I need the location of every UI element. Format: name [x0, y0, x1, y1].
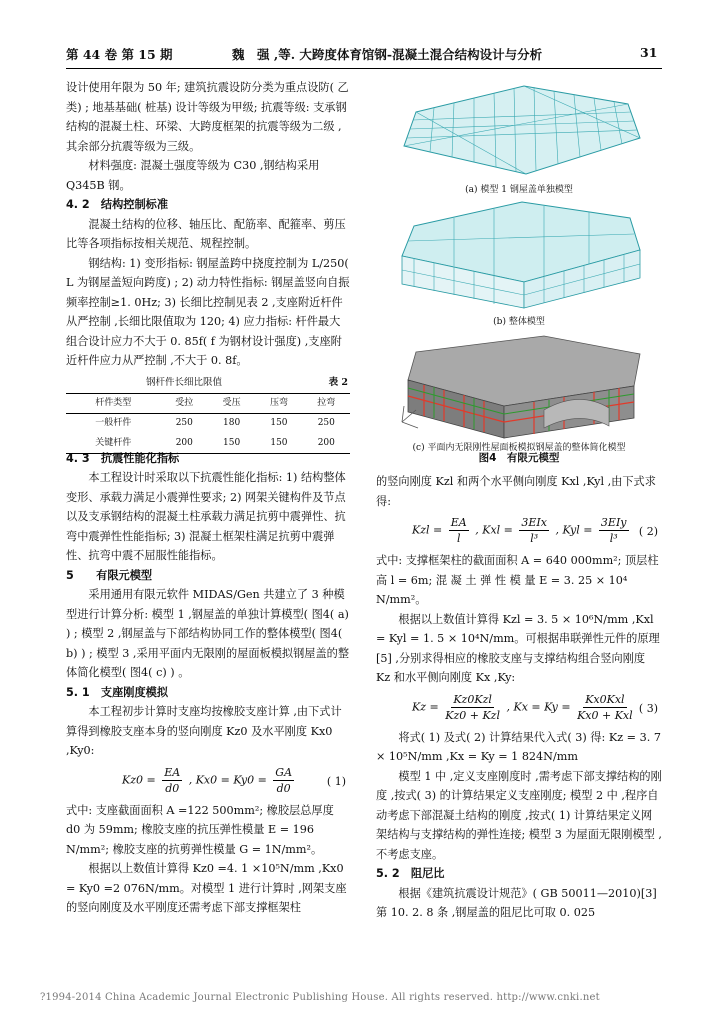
table-cell: 一般杆件 — [95, 418, 132, 428]
paragraph: 式中: 支撑框架柱的截面面积 A = 640 000mm²; 顶层柱高 l = 6m; 混 凝 土 弹 性 模 量 E = 3. 25 × 10⁴ N/mm²。 — [376, 554, 659, 606]
caption-b: (b) 整体模型 — [493, 317, 545, 327]
section-heading: 5 有限元模型 — [66, 568, 153, 582]
equation-number: ( 3) — [638, 701, 658, 715]
section-heading: 5. 2 阻尼比 — [376, 867, 445, 880]
equation-number: ( 2) — [638, 525, 658, 538]
paragraph: 本工程初步计算时支座均按橡胶支座计算 ,由下式计算得到橡胶支座本身的竖向刚度 Kz0 及水平刚度 Kx0 ,Ky0: — [66, 705, 342, 757]
eq-lhs: , Kx0 = Ky0 = — [188, 773, 267, 786]
equation-3 — [376, 688, 662, 728]
table-cell: 150 — [270, 418, 288, 428]
paragraph: 钢结构: 1) 变形指标: 钢屋盖跨中挠度控制为 L/250( L 为钢屋盖短向跨度) ; 2) 动力特性指标: 钢屋盖竖向自振频率控制≥1. 0Hz; 3) 长细比控制见表 2 ,支座附近杆件从严控制 ,长细比限值取为 120; 4) 应力指标: 杆件最大组合设计应力不大于 0. 85f( f 为钢材设计强度) ,支座附近杆件应力从严控制 ,不大于 0. 8f。 — [66, 256, 350, 367]
table-label: 表 2 — [328, 376, 348, 388]
table-cell: 180 — [223, 418, 241, 428]
fraction: $\frac{GA}{d0}$ — [275, 765, 293, 795]
eq-lhs: , Kxl = — [475, 523, 513, 537]
model-2-overall-image — [394, 196, 644, 310]
table-header: 受拉 — [161, 393, 208, 414]
eq-lhs: Kzl = — [412, 523, 443, 537]
slenderness-table — [66, 393, 350, 455]
paragraph: 根据《建筑抗震设计规范》( GB 50011—2010)[3] 第 10. 2. 8 条 ,钢屋盖的阻尼比可取 0. 025 — [376, 886, 657, 919]
fraction: $\frac{EA}{l}$ — [450, 516, 467, 545]
paragraph: 本工程设计时采取以下抗震性能化指标: 1) 结构整体变形、承载力满足小震弹性要求; 2) 网架关键构件及节点以及支承钢结构的混凝土柱承载力满足抗剪中震弹性、抗弯中震弹性性能指标; 3) 混凝土框架柱满足抗剪中震弹性、抗弯中震不屈服性能指标。 — [66, 471, 346, 562]
copyright-footer: ?1994-2014 China Academic Journal Electronic Publishing House. All rights reserved. http://www.cnki.net — [40, 992, 600, 1003]
paragraph: 模型 1 中 ,定义支座刚度时 ,需考虑下部支撑结构的刚度 ,按式( 3) 的计算结果定义支座刚度; 模型 2 中 ,程序自动考虑下部混凝土结构的刚度 ,按式( 1) 计算结果定义网架结构与支撑结构的弹性连接; 模型 3 为屋面无限刚模型 ,不考虑支座。 — [376, 769, 662, 861]
fraction: $\frac{EA}{d0}$ — [164, 765, 181, 795]
paragraph: 设计使用年限为 50 年; 建筑抗震设防分类为重点设防( 乙类) ; 地基基础( 桩基) 设计等级为甲级; 抗震等级: 支承钢结构的混凝土柱、环梁、大跨度框架的抗震等级为二级 ,其余部分抗震等级为三级。 — [66, 81, 349, 153]
paragraph: 材料强度: 混凝土强度等级为 C30 ,钢结构采用 Q345B 钢。 — [66, 159, 320, 192]
paragraph: 将式( 1) 及式( 2) 计算结果代入式( 3) 得: Kz = 3. 7 × 10⁵N/mm ,Kx = Ky = 1 824N/mm — [376, 730, 661, 763]
paragraph: 混凝土结构的位移、轴压比、配筋率、配箍率、剪压比等各项指标按相关规范、规程控制。 — [66, 217, 346, 250]
right-column — [376, 472, 662, 923]
section-heading: 5. 1 支座刚度模拟 — [66, 685, 169, 699]
table-header: 杆件类型 — [66, 393, 161, 414]
eq-lhs: , Kx = Ky = — [506, 700, 571, 713]
table-cell: 关键杆件 — [66, 434, 161, 454]
section-heading: 4. 3 抗震性能化指标 — [66, 451, 180, 465]
paragraph: 根据以上数值计算得 Kzl = 3. 5 × 10⁶N/mm ,Kxl = Kyl = 1. 5 × 10⁴N/mm。可根据串联弹性元件的原理[5] ,分别求得相应的橡胶支座与支撑结构组合竖向刚度 Kz 和水平侧向刚度 Kx ,Ky: — [376, 612, 660, 684]
figure-title: 图4 有限元模型 — [478, 452, 560, 464]
table-cell: 200 — [303, 434, 350, 454]
caption-a: (a) 模型 1 钢屋盖单独模型 — [465, 185, 573, 195]
eq-lhs: Kz0 = — [122, 773, 156, 786]
equation-1 — [66, 761, 350, 801]
paragraph: 的竖向刚度 Kzl 和两个水平侧向刚度 Kxl ,Kyl ,由下式求得: — [376, 475, 656, 508]
model-1-roof-image — [394, 78, 644, 182]
fraction: $\frac{\text{Kx0Kxl}}{\text{Kx0 + Kxl}}$ — [577, 692, 633, 722]
caption-c: (c) 平面内无限刚性屋面板模拟钢屋盖的整体简化模型 — [412, 443, 626, 453]
left-column — [66, 78, 350, 918]
table-cell: 200 — [161, 434, 208, 454]
equation-number: ( 1) — [326, 774, 346, 788]
fraction: $\frac{\text{3EIx}}{\text{l³}}$ — [521, 516, 547, 545]
header-rule — [66, 68, 662, 69]
table-header: 受压 — [208, 393, 255, 414]
paragraph: 采用通用有限元软件 MIDAS/Gen 共建立了 3 种模型进行计算分析: 模型 1 ,钢屋盖的单独计算模型( 图4( a) ) ; 模型 2 ,钢屋盖与下部结构协同工作的整体模型( 图4( b) ) ; 模型 3 ,采用平面内无限刚的屋面板模拟钢屋盖的整体简化模型( 图4( c) ) 。 — [66, 588, 350, 679]
page-number: 31 — [640, 45, 658, 60]
table-cell: 150 — [255, 434, 302, 454]
table-header: 拉弯 — [303, 393, 350, 414]
table-header: 压弯 — [255, 393, 302, 414]
paragraph: 式中: 支座截面面积 A =122 500mm²; 橡胶层总厚度 d0 为 59mm; 橡胶支座的抗压弹性模量 E = 196 N/mm²; 橡胶支座的抗剪弹性模量 G = 1N/mm²。 — [66, 803, 334, 856]
paragraph: 根据以上数值计算得 Kz0 =4. 1 ×10⁵N/mm ,Kx0 = Ky0 =2 076N/mm。对模型 1 进行计算时 ,网架支座的竖向刚度及水平刚度还需考虑下部支撑框架柱 — [66, 862, 347, 914]
eq-lhs: , Kyl = — [555, 523, 593, 537]
table-cell: 250 — [175, 418, 193, 428]
table-cell: 250 — [317, 418, 335, 428]
fraction: $\frac{\text{3EIy}}{\text{l³}}$ — [600, 516, 627, 545]
table-title: 钢杆件长细比限值 — [146, 376, 223, 388]
figure-4 — [376, 78, 662, 460]
table-cell: 150 — [208, 434, 255, 454]
equation-2 — [376, 511, 662, 551]
eq-lhs: Kz = — [412, 700, 439, 713]
fraction: $\frac{\text{Kz0Kzl}}{\text{Kz0 + Kzl}}$ — [445, 692, 500, 722]
running-title: 魏 强 ,等. 大跨度体育馆钢-混凝土混合结构设计与分析 — [232, 47, 543, 62]
model-3-simplified-image — [394, 330, 648, 442]
table-2 — [66, 371, 350, 449]
journal-issue: 第 44 卷 第 15 期 — [66, 47, 173, 62]
section-heading: 4. 2 结构控制标准 — [66, 198, 169, 211]
